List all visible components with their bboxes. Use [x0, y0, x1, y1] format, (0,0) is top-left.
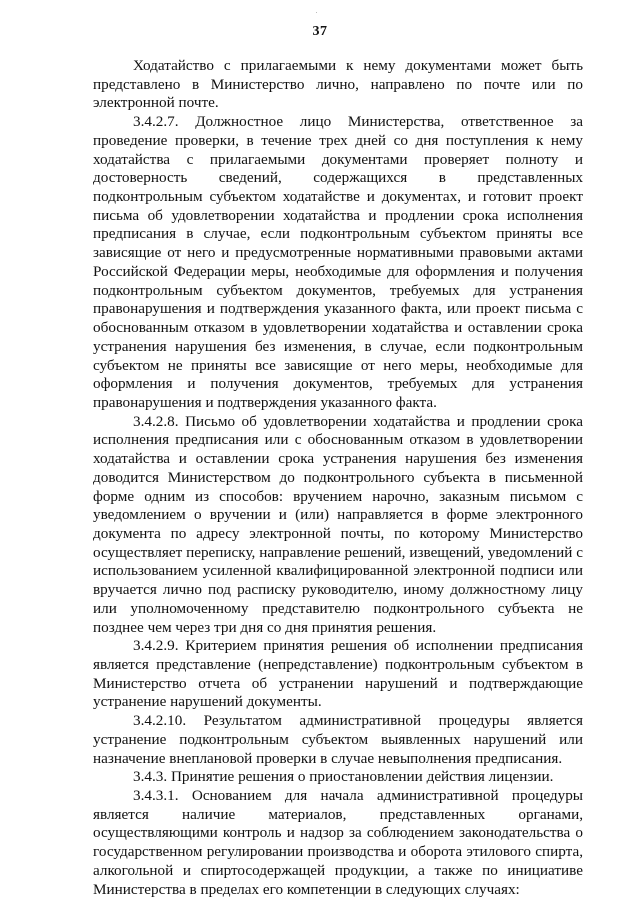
text-line: правонарушения и подтверждения указанного факта, или проект письма с: [93, 300, 583, 318]
text-line: письма об удовлетворении ходатайства и продлении срока исполнения: [93, 206, 583, 224]
text-line: оформления и получения документов, требуемых для устранения: [93, 375, 583, 393]
text-line: назначение внеплановой проверки в случае невыполнения предписания.: [93, 749, 563, 767]
text-line: 3.4.3.1. Основанием для начала административной процедуры: [133, 787, 583, 805]
text-line: уведомлением о вручении и (или) направляется в форме электронного: [93, 506, 583, 524]
text-line: позднее чем через три дня со дня принятия решения.: [93, 618, 437, 636]
text-line: предписания в случае, если подконтрольным субъектом приняты все: [93, 225, 583, 243]
text-line: представлено в Министерство лично, направлено по почте или по: [93, 75, 583, 93]
text-line: осуществляющими контроль и надзор за соблюдением законодательства о: [93, 824, 583, 842]
document-body: [93, 57, 583, 899]
text-line: зависящие от него и предусмотренные нормативными правовыми актами: [93, 244, 583, 262]
text-line: электронной почте.: [93, 94, 219, 112]
text-line: подконтрольным субъектом ходатайстве и документах, и готовит проект: [93, 188, 583, 206]
text-line: использованием усиленной квалифицированной электронной подписи или: [93, 562, 583, 580]
text-line: субъектом не приняты все зависящие от него меры, необходимые для: [93, 356, 583, 374]
text-line: документа по адресу электронной почты, по которому Министерство: [93, 524, 583, 542]
text-line: достоверность сведений, содержащихся в представленных: [93, 169, 583, 187]
text-line: устранение нарушений документы.: [93, 693, 322, 711]
scan-speck: [316, 12, 317, 13]
text-line: является наличие материалов, представленных органами,: [93, 805, 583, 823]
text-line: Российской Федерации меры, необходимые для оформления и получения: [93, 262, 583, 280]
text-line: обоснованным отказом в удовлетворении ходатайства и оставлении срока: [93, 319, 583, 337]
text-line: подконтрольным субъектом документов, требуемых для устранения: [93, 281, 583, 299]
text-line: устранение подконтрольным субъектом выявленных нарушений или: [93, 730, 583, 748]
text-line: устранения нарушения без изменения, в случае, если подконтрольным: [93, 337, 583, 355]
text-line: 3.4.3. Принятие решения о приостановлении действия лицензии.: [133, 768, 554, 786]
text-line: вручается лично под расписку руководителю, иному должностному лицу: [93, 581, 583, 599]
text-line: Ходатайство с прилагаемыми к нему документами может быть: [133, 57, 583, 74]
text-line: ходатайства с прилагаемыми документами проверяет полноту и: [93, 150, 583, 168]
text-line: является представление (непредставление) подконтрольным субъектом в: [93, 656, 583, 673]
text-line: Министерства в пределах его компетенции в следующих случаях:: [93, 880, 520, 898]
text-line: 3.4.2.7. Должностное лицо Министерства, ответственное за: [133, 113, 583, 131]
text-line: ходатайства и оставлении срока устранения нарушения без изменения: [93, 450, 583, 468]
text-line: правонарушения и подтверждения указанного факта.: [93, 393, 437, 411]
text-line: алкогольной и спиртосодержащей продукции, а также по инициативе: [93, 861, 583, 879]
text-line: доводится Министерством до подконтрольного субъекта в письменной: [93, 468, 583, 486]
text-line: 3.4.2.9. Критерием принятия решения об исполнении предписания: [133, 637, 583, 655]
text-line: Министерство отчета об устранении нарушений и подтверждающие: [93, 674, 583, 692]
text-line: форме одним из способов: вручением нарочно, заказным письмом с: [93, 487, 583, 505]
text-line: государственном регулировании производства и оборота этилового спирта,: [93, 843, 583, 861]
text-line: проведение проверки, в течение трех дней со дня поступления к нему: [93, 131, 583, 149]
text-line: 3.4.2.8. Письмо об удовлетворении ходатайства и продлении срока: [133, 412, 583, 430]
text-line: исполнения предписания или с обоснованным отказом в удовлетворении: [93, 431, 583, 449]
page-number: 37: [312, 24, 328, 39]
text-line: 3.4.2.10. Результатом административной процедуры является: [133, 712, 583, 730]
text-line: осуществляет переписку, направление решений, извещений, уведомлений с: [93, 543, 583, 561]
text-line: или уполномоченному представителю подконтрольного субъекта не: [93, 599, 583, 617]
